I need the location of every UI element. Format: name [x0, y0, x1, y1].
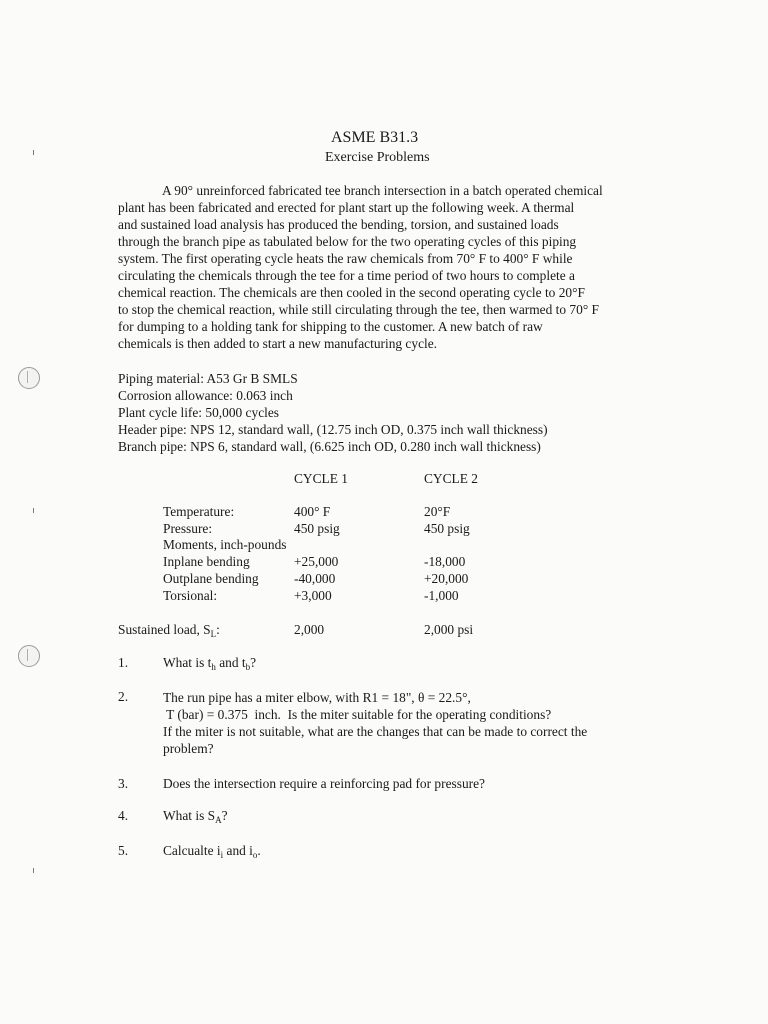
question-number: 5.: [118, 843, 129, 858]
question-number: 3.: [118, 776, 129, 791]
question-text: Calcualte $i_i$ and $i_o$.: [163, 843, 261, 860]
punch-hole-icon: [18, 645, 40, 667]
scan-speck: [33, 150, 34, 155]
document-title: ASME B31.3: [331, 129, 419, 146]
spec-line: Corrosion allowance: 0.063 inch: [118, 388, 293, 403]
spec-line: Piping material: A53 Gr B SMLS: [118, 371, 298, 386]
table-row-label: Moments, inch-pounds: [163, 537, 287, 552]
intro-paragraph: [118, 182, 603, 352]
question-number: 4.: [118, 808, 129, 823]
spec-list: [118, 370, 548, 455]
sustained-load-label: Sustained load, $S_L$:: [118, 622, 220, 639]
question-text: What is $t_h$ and $t_b$?: [163, 655, 257, 672]
table-cell: +20,000: [424, 571, 469, 586]
table-cell: 2,000 psi: [424, 622, 474, 637]
table-row-label: Torsional:: [163, 588, 218, 603]
table-cell: 450 psig: [424, 521, 470, 536]
column-header-cycle2: CYCLE 2: [424, 471, 478, 486]
table-row-label: Temperature:: [163, 504, 235, 519]
table-cell: 20°F: [424, 504, 451, 519]
punch-hole-icon: [18, 367, 40, 389]
question-number: 1.: [118, 655, 129, 670]
intro-line: A 90° unreinforced fabricated tee branch intersection in a batch operated chemical: [162, 183, 603, 198]
table-cell: 2,000: [294, 622, 325, 637]
table-cell: +3,000: [294, 588, 332, 603]
spec-line: Header pipe: NPS 12, standard wall, (12.75 inch OD, 0.375 inch wall thickness): [118, 422, 548, 437]
scan-speck: [33, 868, 34, 873]
question-text: Does the intersection require a reinforcing pad for pressure?: [163, 776, 485, 791]
table-cell: -40,000: [294, 571, 336, 586]
intro-line: chemicals is then added to start a new manufacturing cycle.: [118, 336, 438, 351]
intro-line: system. The first operating cycle heats the raw chemicals from 70° F to 400° F while: [118, 251, 573, 266]
intro-line: for dumping to a holding tank for shipping to the customer. A new batch of raw: [118, 319, 543, 334]
document-subtitle: Exercise Problems: [325, 150, 430, 165]
table-row-label: Outplane bending: [163, 571, 259, 586]
spec-line: Branch pipe: NPS 6, standard wall, (6.625 inch OD, 0.280 inch wall thickness): [118, 439, 541, 454]
table-cell: -18,000: [424, 554, 466, 569]
intro-line: chemical reaction. The chemicals are then cooled in the second operating cycle to 20°F: [118, 285, 585, 300]
spec-line: Plant cycle life: 50,000 cycles: [118, 405, 280, 420]
intro-line: to stop the chemical reaction, while still circulating through the tee, then warmed to 70° F: [118, 302, 599, 317]
table-row-label: Inplane bending: [163, 554, 250, 569]
intro-line: through the branch pipe as tabulated below for the two operating cycles of this piping: [118, 234, 577, 249]
table-cell: -1,000: [424, 588, 459, 603]
intro-line: and sustained load analysis has produced the bending, torsion, and sustained loads: [118, 217, 559, 232]
question-number: 2.: [118, 689, 129, 704]
intro-line: circulating the chemicals through the tee for a time period of two hours to complete a: [118, 268, 575, 283]
table-cell: 400° F: [294, 504, 331, 519]
table-cell: +25,000: [294, 554, 339, 569]
intro-line: plant has been fabricated and erected for plant start up the following week. A thermal: [118, 200, 575, 215]
question-text: The run pipe has a miter elbow, with R1 = 18", θ = 22.5°, T (bar) = 0.375 inch. Is the miter suitable for the operating conditions? If the miter is not suitable, what are the changes that can be made to correct the problem?: [163, 690, 588, 756]
table-row-label: Pressure:: [163, 521, 213, 536]
column-header-cycle1: CYCLE 1: [294, 471, 348, 486]
table-cell: 450 psig: [294, 521, 340, 536]
scan-speck: [33, 508, 34, 513]
question-text: What is $S_A$?: [163, 808, 228, 825]
